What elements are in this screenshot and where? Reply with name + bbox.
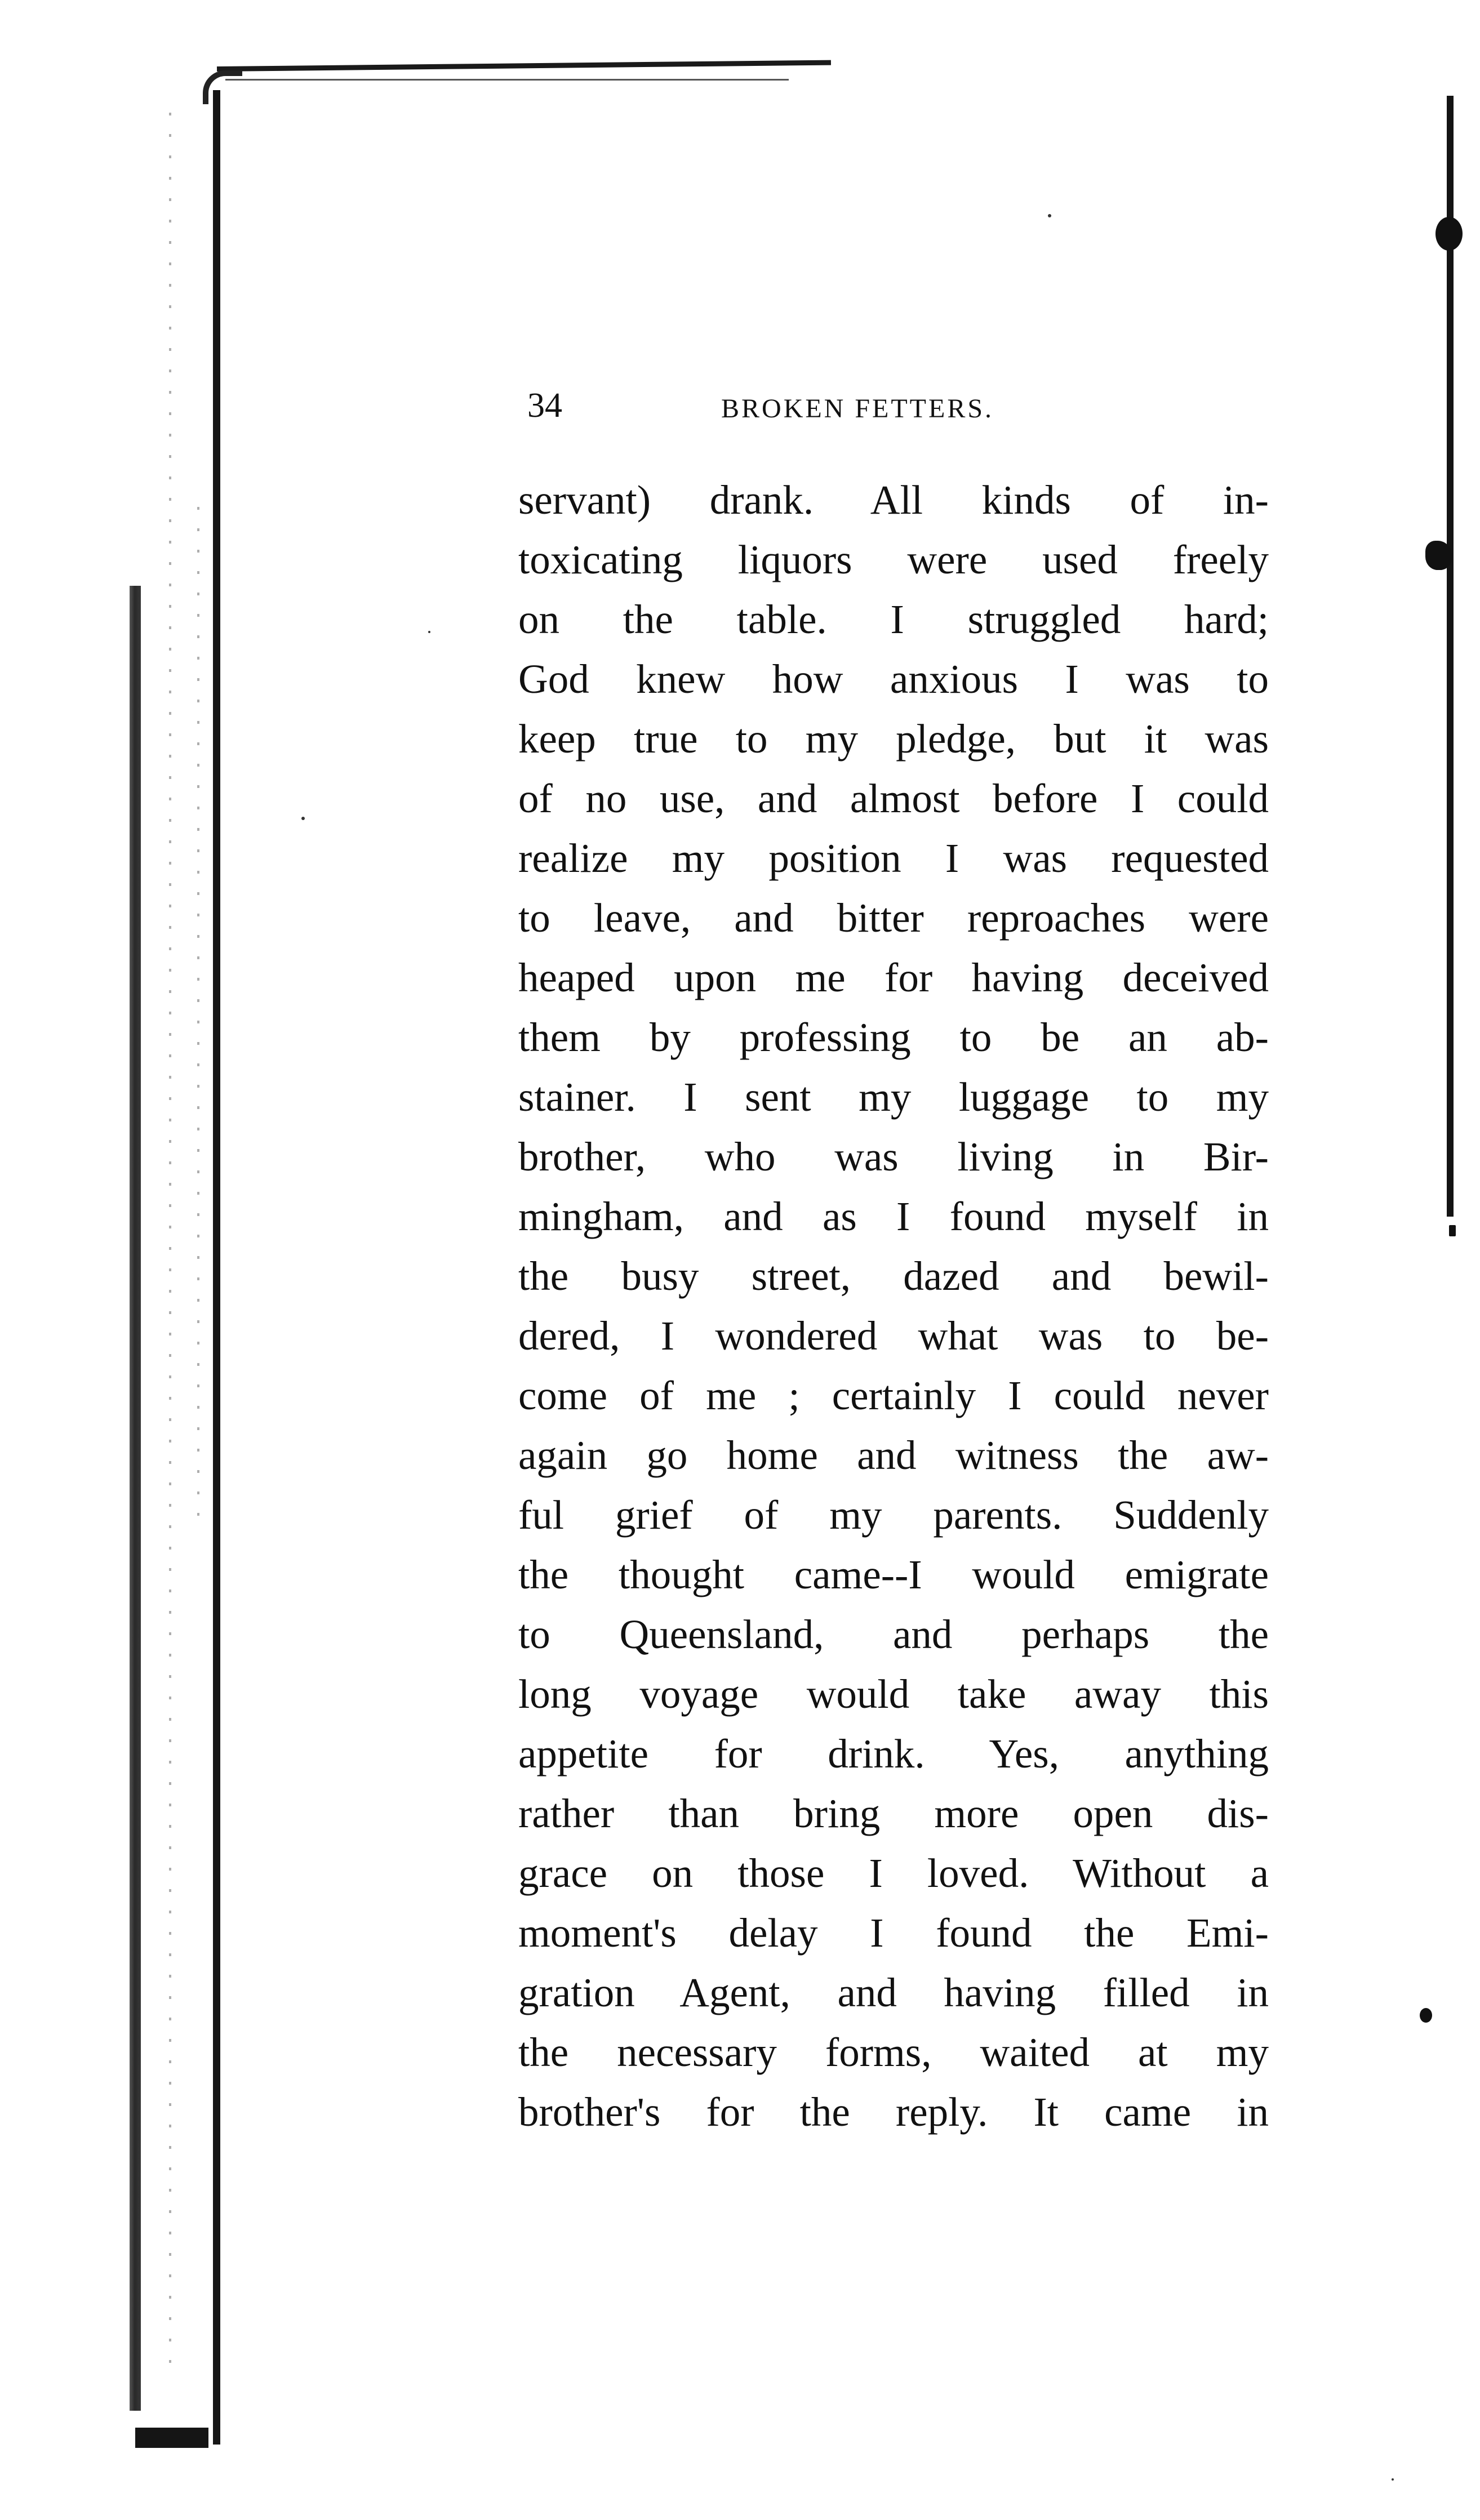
text-line: the busy street, dazed and bewil-: [518, 1253, 1269, 1299]
scan-speck: [301, 817, 305, 820]
text-line: brother, who was living in Bir-: [518, 1134, 1269, 1179]
scan-speck: [1048, 214, 1051, 217]
text-line: heaped upon me for having deceived: [518, 955, 1269, 1000]
text-line: mingham, and as I found myself in: [518, 1194, 1269, 1239]
scan-binding-corner: [203, 70, 242, 104]
running-head: BROKEN FETTERS.: [721, 394, 994, 424]
ink-blot: [1435, 217, 1463, 251]
text-line: again go home and witness the aw-: [518, 1432, 1269, 1478]
page-number: 34: [527, 386, 562, 425]
text-line: stainer. I sent my luggage to my: [518, 1074, 1269, 1120]
scan-binding-top-edge: [217, 60, 831, 72]
text-line: brother's for the reply. It came in: [518, 2089, 1269, 2135]
ink-blot: [1420, 2008, 1432, 2023]
text-line: long voyage would take away this: [518, 1671, 1269, 1717]
scan-speck: [1392, 2478, 1394, 2481]
text-line: to leave, and bitter reproaches were: [518, 895, 1269, 941]
text-line: realize my position I was requested: [518, 835, 1269, 881]
text-line: to Queensland, and perhaps the: [518, 1611, 1269, 1657]
text-line: ful grief of my parents. Suddenly: [518, 1492, 1269, 1538]
scan-speckle-column: [169, 113, 171, 2366]
page-header: [527, 383, 1271, 428]
text-line: gration Agent, and having filled in: [518, 1970, 1269, 2015]
text-line: appetite for drink. Yes, anything: [518, 1731, 1269, 1777]
text-line: the necessary forms, waited at my: [518, 2029, 1269, 2075]
text-line: toxicating liquors were used freely: [518, 537, 1269, 582]
text-line: come of me ; certainly I could never: [518, 1373, 1269, 1418]
text-line: the thought came--I would emigrate: [518, 1552, 1269, 1597]
scan-binding-top-shadow: [225, 79, 789, 81]
text-line: servant) drank. All kinds of in-: [518, 477, 1269, 523]
text-line: keep true to my pledge, but it was: [518, 716, 1269, 762]
text-line: of no use, and almost before I could: [518, 776, 1269, 821]
text-line: rather than bring more open dis-: [518, 1791, 1269, 1836]
scan-gutter-shadow: [130, 586, 141, 2411]
ink-blot: [1449, 1225, 1456, 1236]
body-text: [518, 470, 1269, 2142]
scan-binding-right-edge: [1447, 96, 1454, 1217]
text-line: on the table. I struggled hard;: [518, 596, 1269, 642]
scan-binding-left-edge: [213, 90, 220, 2445]
text-line: dered, I wondered what was to be-: [518, 1313, 1269, 1359]
text-line: them by professing to be an ab-: [518, 1014, 1269, 1060]
text-line: God knew how anxious I was to: [518, 656, 1269, 702]
text-line: moment's delay I found the Emi-: [518, 1910, 1269, 1956]
scan-speckle-column: [197, 507, 199, 1521]
scan-binding-bottom-mark: [135, 2428, 208, 2448]
scan-speck: [428, 631, 430, 633]
text-line: grace on those I loved. Without a: [518, 1850, 1269, 1896]
